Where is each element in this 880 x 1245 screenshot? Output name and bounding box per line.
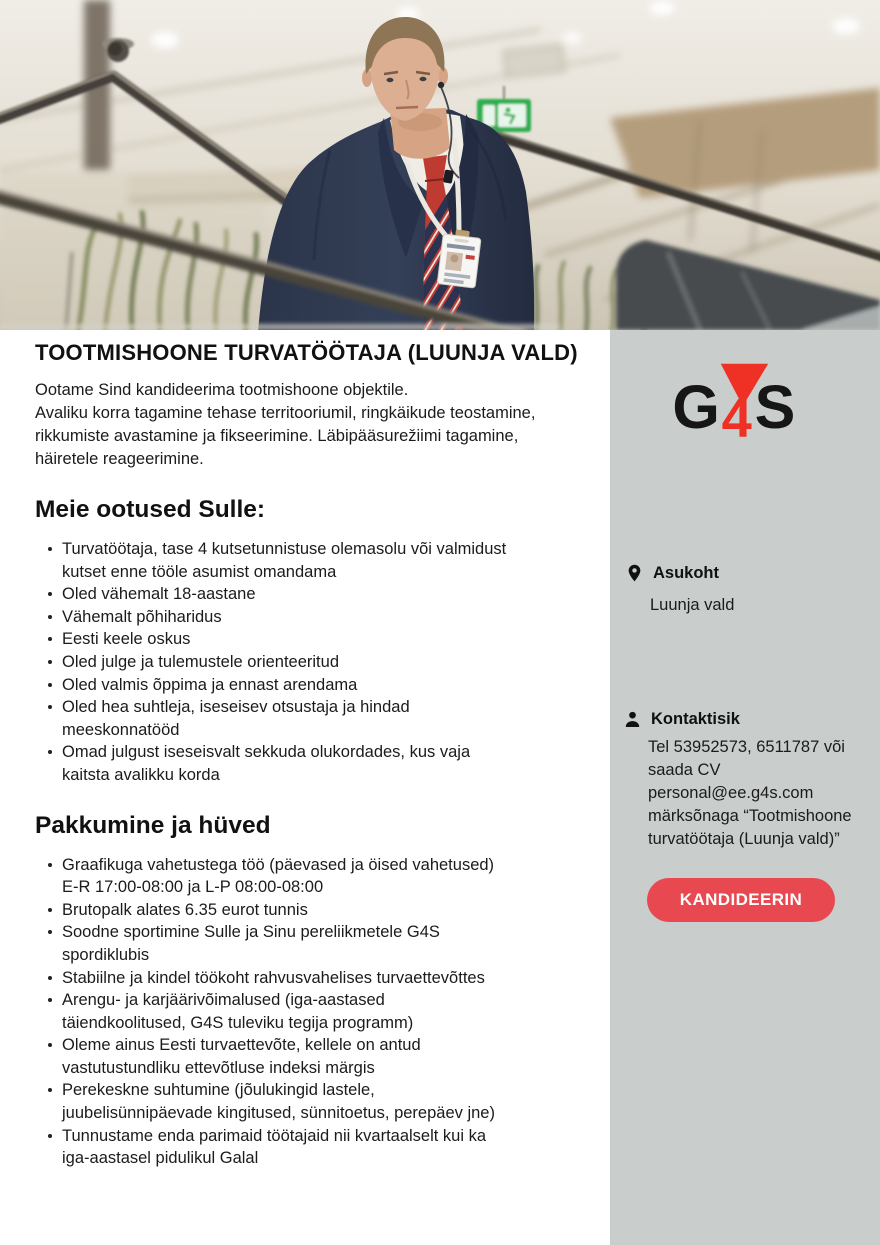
job-intro bbox=[35, 379, 585, 471]
location-value: Luunja vald bbox=[650, 596, 735, 614]
contact-value: Tel 53952573, 6511787 või saada CV personal@ee.g4s.com märksõnaga “Tootmishoone turvatöötaja (Luunja vald)” bbox=[648, 738, 852, 848]
list-item: Oled julge ja tulemustele orienteeritud bbox=[47, 651, 507, 674]
location-label: Asukoht bbox=[653, 563, 719, 582]
list-item: Vähemalt põhiharidus bbox=[47, 606, 507, 629]
logo-letter-g: G bbox=[672, 373, 720, 440]
list-item: Stabiilne ja kindel töökoht rahvusvahelises turvaettevõttes bbox=[47, 967, 507, 990]
job-description-column bbox=[0, 330, 610, 1245]
list-item: Tunnustame enda parimaid töötajaid nii kvartaalselt kui ka iga-aastasel pidulikul Galal bbox=[47, 1125, 507, 1170]
list-item: Graafikuga vahetustega töö (päevased ja öised vahetused) E-R 17:00-08:00 ja L-P 08:00-08:00 bbox=[47, 854, 507, 899]
list-item: Turvatöötaja, tase 4 kutsetunnistuse olemasolu või valmidust kutset enne tööle asumist omandama bbox=[47, 538, 507, 583]
svg-text:4: 4 bbox=[721, 388, 752, 440]
contact-label: Kontaktisik bbox=[651, 710, 740, 728]
location-pin-icon bbox=[625, 562, 644, 584]
intro-line: Avaliku korra tagamine tehase territooriumil, ringkäikude teostamine, rikkumiste avastamine ja fikseerimine. Läbipääsurežiimi tagamine, häiretele reageerimine. bbox=[35, 404, 536, 468]
expectations-list bbox=[35, 538, 507, 787]
list-item: Eesti keele oskus bbox=[47, 628, 507, 651]
hero-photo-svg bbox=[0, 0, 880, 330]
list-item: Oled vähemalt 18-aastane bbox=[47, 583, 507, 606]
list-item: Oled valmis õppima ja ennast arendama bbox=[47, 674, 507, 697]
page-title: TOOTMISHOONE TURVATÖÖTAJA (LUUNJA VALD) bbox=[35, 340, 578, 365]
contact-block bbox=[623, 710, 740, 729]
person-icon bbox=[623, 710, 642, 729]
location-block bbox=[625, 562, 719, 584]
list-item: Brutopalk alates 6.35 eurot tunnis bbox=[47, 899, 507, 922]
section-heading-offer: Pakkumine ja hüved bbox=[35, 811, 271, 839]
list-item: Perekeskne suhtumine (jõulukingid lastele, juubelisünnipäevade kingitused, sünnitoetus, perepäev jne) bbox=[47, 1079, 507, 1124]
content-area bbox=[0, 330, 880, 1245]
intro-line: Ootame Sind kandideerima tootmishoone objektile. bbox=[35, 381, 409, 399]
list-item: Oleme ainus Eesti turvaettevõte, kellele on antud vastutustundliku ettevõtluse indeksi märgis bbox=[47, 1034, 507, 1079]
list-item: Omad julgust iseseisvalt sekkuda olukordades, kus vaja kaitsta avalikku korda bbox=[47, 741, 507, 786]
list-item: Soodne sportimine Sulle ja Sinu pereliikmetele G4S spordiklubis bbox=[47, 921, 507, 966]
hero-photo bbox=[0, 0, 880, 330]
g4s-logo bbox=[672, 362, 800, 440]
list-item: Oled hea suhtleja, iseseisev otsustaja ja hindad meeskonnatööd bbox=[47, 696, 507, 741]
section-heading-expectations: Meie ootused Sulle: bbox=[35, 496, 266, 523]
ceiling-vent bbox=[504, 45, 564, 77]
apply-button[interactable]: KANDIDEERIN bbox=[647, 878, 835, 922]
list-item: Arengu- ja karjäärivõimalused (iga-aastased täiendkoolitused, G4S tuleviku tegija programm) bbox=[47, 989, 507, 1034]
logo-letter-s: S bbox=[754, 373, 796, 440]
offer-list bbox=[35, 854, 507, 1170]
sidebar bbox=[610, 330, 880, 1245]
